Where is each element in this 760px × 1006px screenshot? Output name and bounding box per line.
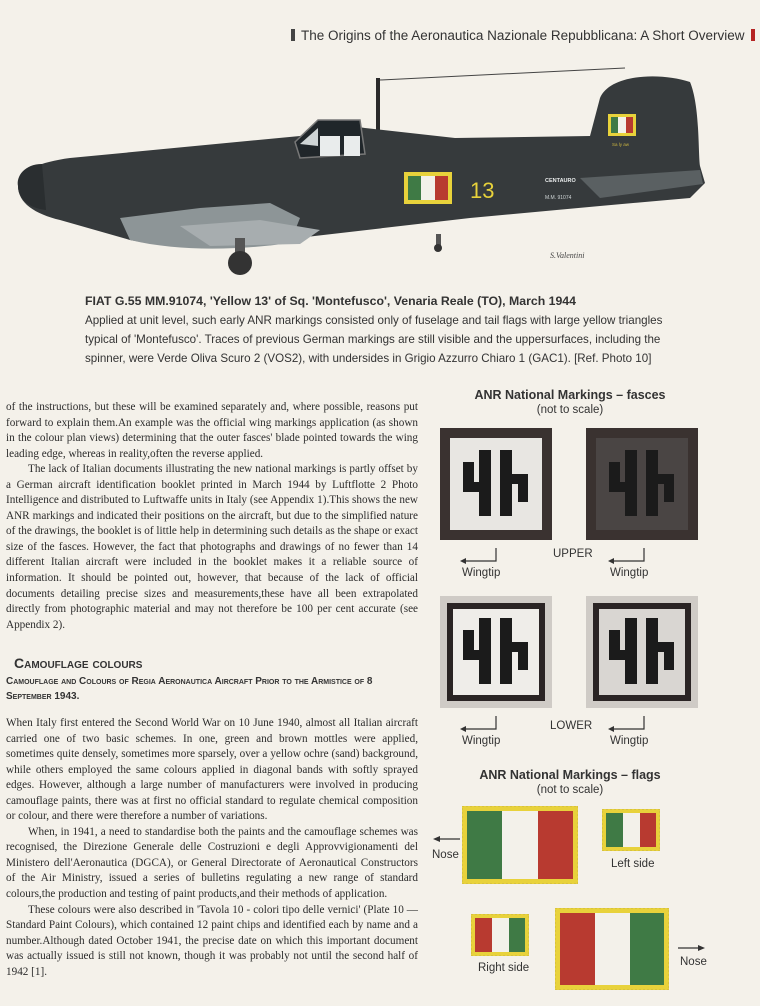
- antenna-wire: [380, 68, 625, 80]
- lower-label: LOWER: [550, 720, 593, 732]
- section-subheading: Camouflage and Colours of Regia Aeronautica Aircraft Prior to the Armistice of 8 September 1943.: [6, 676, 373, 702]
- tail-flag-green: [611, 117, 618, 133]
- fasces-panel-subtitle: (not to scale): [536, 404, 604, 416]
- nose-label: Nose: [432, 849, 459, 861]
- body-column-bottom: [6, 716, 418, 980]
- caption-title: FIAT G.55 MM.91074, 'Yellow 13' of Sq. 'Montefusco', Venaria Reale (TO), March 1944: [85, 294, 576, 308]
- wheel: [228, 251, 252, 275]
- flag-small-left-side: [602, 809, 660, 851]
- serial-text: M.M. 91074: [545, 195, 572, 201]
- paragraph: of the instructions, but these will be examined separately and, where possible, reasons put forward to explain them.An example was the official wing markings application (as shown in the colour plan views) determining that the outer fasces' blade pointed towards the wing leading edge, whereas in reality,often the reverse applied.: [6, 401, 418, 460]
- fasces-panel-title: ANR National Markings – fasces: [474, 388, 666, 402]
- wingtip-label: Wingtip: [462, 735, 501, 747]
- flag-large-right: [555, 908, 669, 990]
- nose-label: Nose: [680, 956, 707, 968]
- left-side-label: Left side: [611, 858, 655, 870]
- running-header: [285, 28, 760, 43]
- header-title: The Origins of the Aeronautica Nazionale Repubblicana: A Short Overview: [301, 28, 745, 43]
- fasces-roundel-lower-left: [440, 596, 552, 708]
- fasces-roundel-upper-right: [586, 428, 698, 540]
- tail-flag-white: [618, 117, 626, 133]
- canopy-pane: [320, 136, 340, 156]
- tail-wheel: [434, 244, 442, 252]
- nose-arrow-left-icon: [432, 834, 462, 844]
- header-bar-left: [291, 29, 295, 41]
- fasces-roundel-lower-right: [586, 596, 698, 708]
- paragraph: The lack of Italian documents illustrating the new national markings is partly offset by a German aircraft identification booklet printed in March 1944 by Luftflotte 2 Photo Intelligence and distributed to Luftwaffe units in Italy (see Appendix 1).This shows the new ANR markings and indicated their positions on the aircraft, but due to the simplified nature of the drawings, the booklet is of little help in determining such details as the shape or exact size of the fasces. However, the fact that photographs and drawings of no fewer than 14 different Italian aircraft were included in the booklet makes it a reliable source of information. It should be pointed out, however, that because of the lack of official documents detailing precise sizes and measurements,these have all been extrapolated directly from photographic material and may not therefore be 100 per cent accurate (see Appendix 2).: [6, 463, 418, 631]
- spinner: [18, 164, 46, 210]
- unit-text: CENTAURO: [545, 178, 576, 184]
- figure-caption: [85, 292, 685, 368]
- flags-panel-title: ANR National Markings – flags: [479, 768, 661, 782]
- wingtip-arrow-icon: [606, 546, 646, 566]
- paragraph: These colours were also described in 'Tavola 10 - colori tipo delle vernici' (Plate 10 — Standard Paint Colours), which contained 12 paint chips and identified each by name and a number.Although dated October 1941, the precise date on which this important document was actually issued is still not known, though it was probably not until the second half of 1942 [1].: [6, 903, 418, 978]
- flag-small-right-side: [471, 914, 529, 956]
- wingtip-label: Wingtip: [462, 567, 501, 579]
- canopy-pane: [344, 136, 360, 156]
- fuselage-number: 13: [470, 178, 495, 203]
- fuselage-flag-green: [408, 176, 421, 200]
- aircraft-profile-illustration: [0, 58, 760, 288]
- wingtip-label: Wingtip: [610, 567, 649, 579]
- right-side-label: Right side: [478, 962, 530, 974]
- wingtip-arrow-icon: [606, 714, 646, 734]
- wingtip-arrow-icon: [458, 714, 498, 734]
- fuselage-flag-white: [421, 176, 435, 200]
- paragraph: When Italy first entered the Second World War on 10 June 1940, almost all Italian aircraft carried one of two basic schemes. In one, green and brown mottles were applied, sometimes quite densely, sometimes more sparsely, over a yellow ochre (sand) background, while others employed the same colours applied in diagonal bands with softly sprayed edges. However, although a large number of manufacturers were involved in producing camouflage paints, there was at first no official standard to regulate chemical composition or colour, and there were therefore a number of variations.: [6, 717, 418, 823]
- fasces-roundel-upper-left: [440, 428, 552, 540]
- artist-signature: S.Valentini: [550, 251, 585, 260]
- tail-text: Sa ly aw: [612, 142, 630, 147]
- body-column-top: [6, 400, 418, 633]
- fuselage: [18, 76, 705, 246]
- paragraph: When, in 1941, a need to standardise both the paints and the camouflage schemes was recognised, the Direzione Generale delle Costruzioni e degli Approvvigionamenti del Ministero dell'Aeronautica (DGCA), or General Directorate of Aeronautical Constructors of the Air Ministry, issued a series of bulletins regulating a new range of standard colours,the production and testing of paint products,and their methods of application.: [6, 825, 418, 901]
- nose-arrow-right-icon: [676, 943, 706, 953]
- caption-text: Applied at unit level, such early ANR markings consisted only of fuselage and tail flags with large yellow triangles typical of 'Montefusco'. Traces of previous German markings are still visible and the uppersurfaces, including the spinner, were Verde Oliva Scuro 2 (VOS2), with undersides in Grigio Azzurro Chiaro 1 (GAC1). [Ref. Photo 10]: [85, 314, 663, 365]
- fuselage-flag-red: [435, 176, 448, 200]
- tail-flag-red: [626, 117, 633, 133]
- wingtip-label: Wingtip: [610, 735, 649, 747]
- flags-panel-subtitle: (not to scale): [536, 784, 604, 796]
- section-heading: Camouflage colours: [14, 655, 143, 671]
- upper-label: UPPER: [553, 548, 593, 560]
- header-bar-right: [751, 29, 755, 41]
- flag-large-left: [462, 806, 578, 884]
- wingtip-arrow-icon: [458, 546, 498, 566]
